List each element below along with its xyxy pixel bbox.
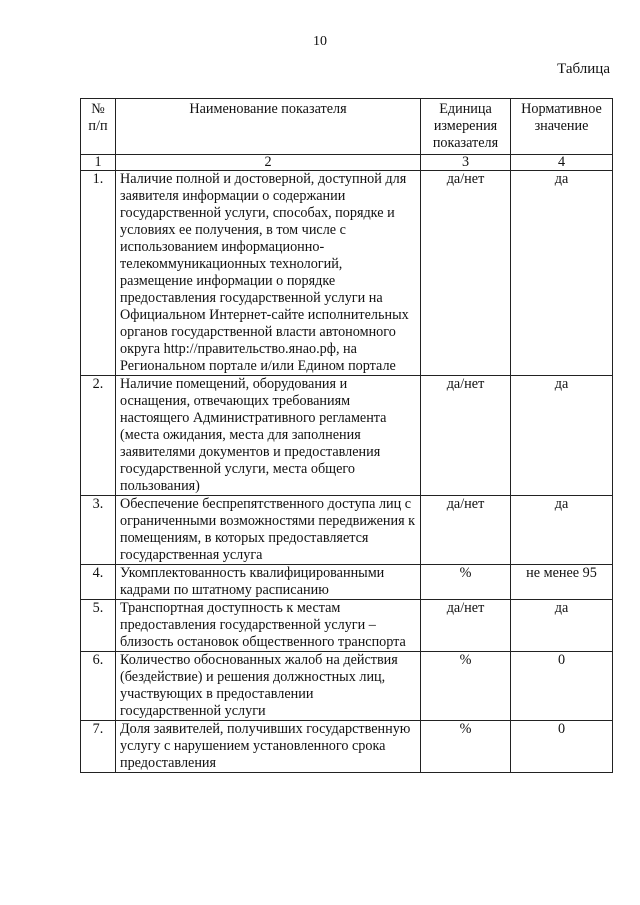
indicator-norm: 0 (511, 652, 613, 721)
indicator-name: Укомплектованность квалифицированными кадрами по штатному расписанию (116, 565, 421, 600)
row-number: 1. (81, 171, 116, 376)
row-number: 4. (81, 565, 116, 600)
column-number: 3 (421, 155, 511, 171)
indicator-name: Доля заявителей, получивших государственную услугу с нарушением установленного срока предоставления (116, 721, 421, 773)
indicator-name: Количество обоснованных жалоб на действия (бездействие) и решения должностных лиц, участвующих в предоставлении государственной услуги (116, 652, 421, 721)
table-row (81, 171, 613, 376)
row-number: 6. (81, 652, 116, 721)
indicator-norm: да (511, 600, 613, 652)
indicator-norm: да (511, 376, 613, 496)
indicator-unit: да/нет (421, 171, 511, 376)
indicator-norm: да (511, 496, 613, 565)
indicator-unit: да/нет (421, 376, 511, 496)
indicator-name: Транспортная доступность к местам предоставления государственной услуги – близость остановок общественного транспорта (116, 600, 421, 652)
row-number: 3. (81, 496, 116, 565)
indicator-unit: да/нет (421, 496, 511, 565)
table-row (81, 376, 613, 496)
indicator-name: Обеспечение беспрепятственного доступа лиц с ограниченными возможностями передвижения к помещениям, в которых предоставляется государственная услуга (116, 496, 421, 565)
indicator-norm: да (511, 171, 613, 376)
column-number-row (81, 155, 613, 171)
table-row (81, 600, 613, 652)
column-number: 2 (116, 155, 421, 171)
indicator-name: Наличие помещений, оборудования и оснащения, отвечающих требованиям настоящего Административного регламента (места ожидания, места для заполнения заявителями документов и предоставления государственной услуги, места общего пользования) (116, 376, 421, 496)
row-number: 5. (81, 600, 116, 652)
header-norm: Нормативное значение (511, 99, 613, 155)
table-row (81, 652, 613, 721)
indicator-unit: % (421, 721, 511, 773)
indicator-unit: % (421, 565, 511, 600)
row-number: 2. (81, 376, 116, 496)
table-row (81, 496, 613, 565)
header-row (81, 99, 613, 155)
table-caption: Таблица (557, 61, 610, 77)
page-number: 10 (313, 34, 327, 49)
header-name: Наименование показателя (116, 99, 421, 155)
indicator-norm: 0 (511, 721, 613, 773)
column-number: 1 (81, 155, 116, 171)
header-num: № п/п (81, 99, 116, 155)
header-unit: Единица измерения показателя (421, 99, 511, 155)
row-number: 7. (81, 721, 116, 773)
indicators-table (80, 98, 613, 773)
column-number: 4 (511, 155, 613, 171)
indicator-unit: % (421, 652, 511, 721)
table-row (81, 721, 613, 773)
indicator-norm: не менее 95 (511, 565, 613, 600)
indicator-unit: да/нет (421, 600, 511, 652)
table-row (81, 565, 613, 600)
indicator-name: Наличие полной и достоверной, доступной для заявителя информации о содержании государственной услуги, способах, порядке и условиях ее получения, в том числе с использованием информационно-телекоммуникационных технологий, размещение информации о порядке предоставления государственной услуги на Официальном Интернет-сайте исполнительных органов государственной власти автономного округа http://правительство.янао.рф, на Региональном портале и/или Едином портале (116, 171, 421, 376)
